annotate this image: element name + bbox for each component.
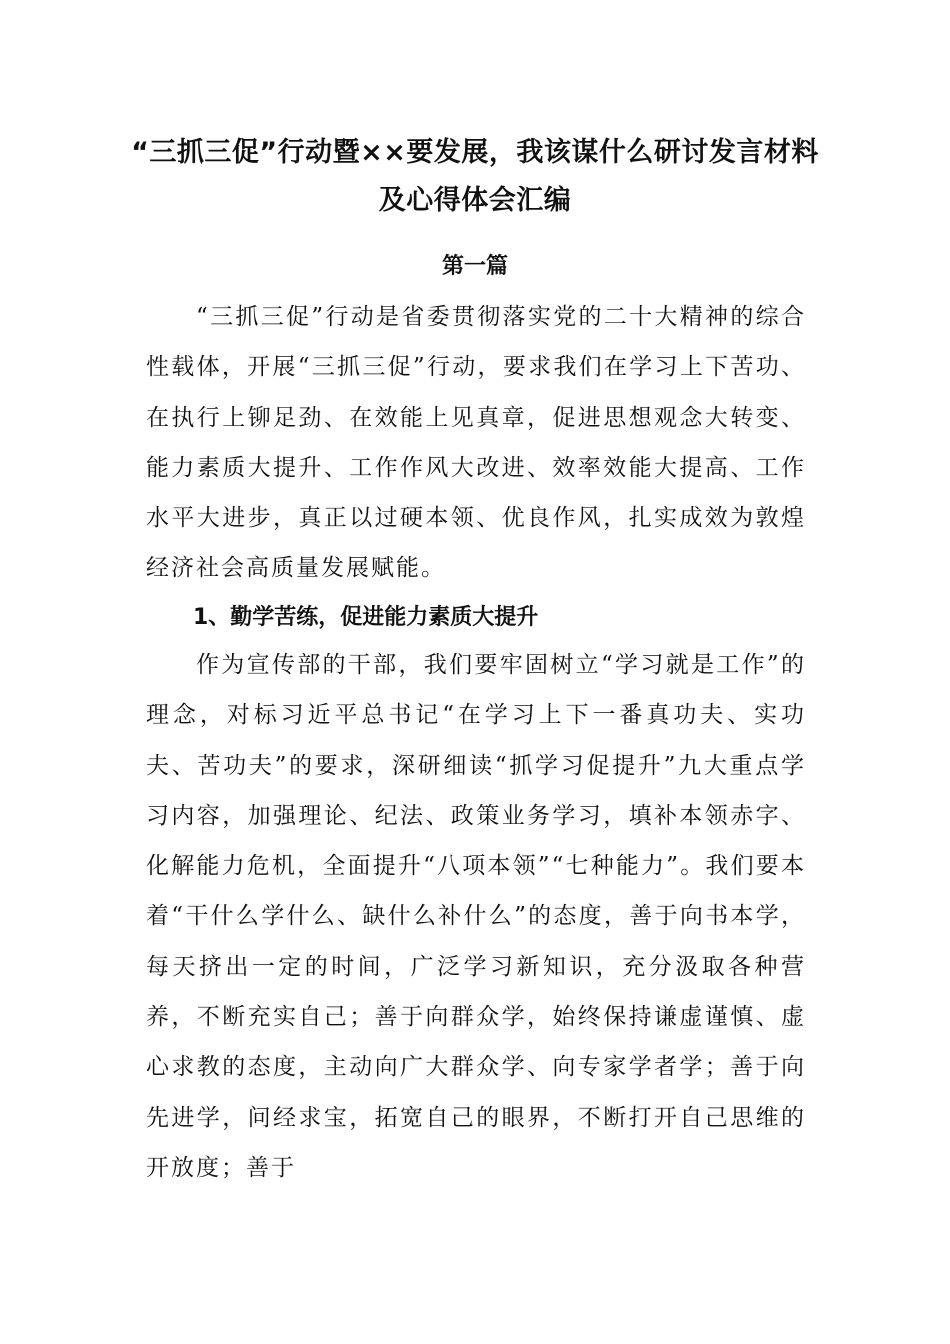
body-paragraph-1: 作为宣传部的干部，我们要牢固树立“学习就是工作”的理念，对标习近平总书记“在学习上下一番真功夫、实功夫、苦功夫”的要求，深研细读“抓学习促提升”九大重点学习内容，加强理论、纪法、政策业务学习，填补本领赤字、化解能力危机，全面提升“八项本领”“七种能力”。我们要本着“干什么学什么、缺什么补什么”的态度，善于向书本学，每天挤出一定的时间，广泛学习新知识，充分汲取各种营养，不断充实自己；善于向群众学，始终保持谦虚谨慎、虚心求教的态度，主动向广大群众学、向专家学者学；善于向先进学，问经求宝，拓宽自己的眼界，不断打开自己思维的开放度；善于 xyxy=(146,652,806,1181)
section-heading: 第一篇 xyxy=(441,254,508,279)
document-title-line-2: 及心得体会汇编 xyxy=(378,185,572,216)
intro-paragraph: “三抓三促”行动是省委贯彻落实党的二十大精神的综合性载体，开展“三抓三促”行动，要求我们在学习上下苦功、在执行上铆足劲、在效能上见真章，促进思想观念大转变、能力素质大提升、工作作风大改进、效率效能大提高、工作水平大进步，真正以过硬本领、优良作风，扎实成效为敦煌经济社会高质量发展赋能。 xyxy=(146,304,806,582)
document-title-line-1: “三抓三促”行动暨××要发展，我该谋什么研讨发言材料 xyxy=(131,137,819,168)
sub-heading-1: 1、勤学苦练，促进能力素质大提升 xyxy=(193,605,539,630)
